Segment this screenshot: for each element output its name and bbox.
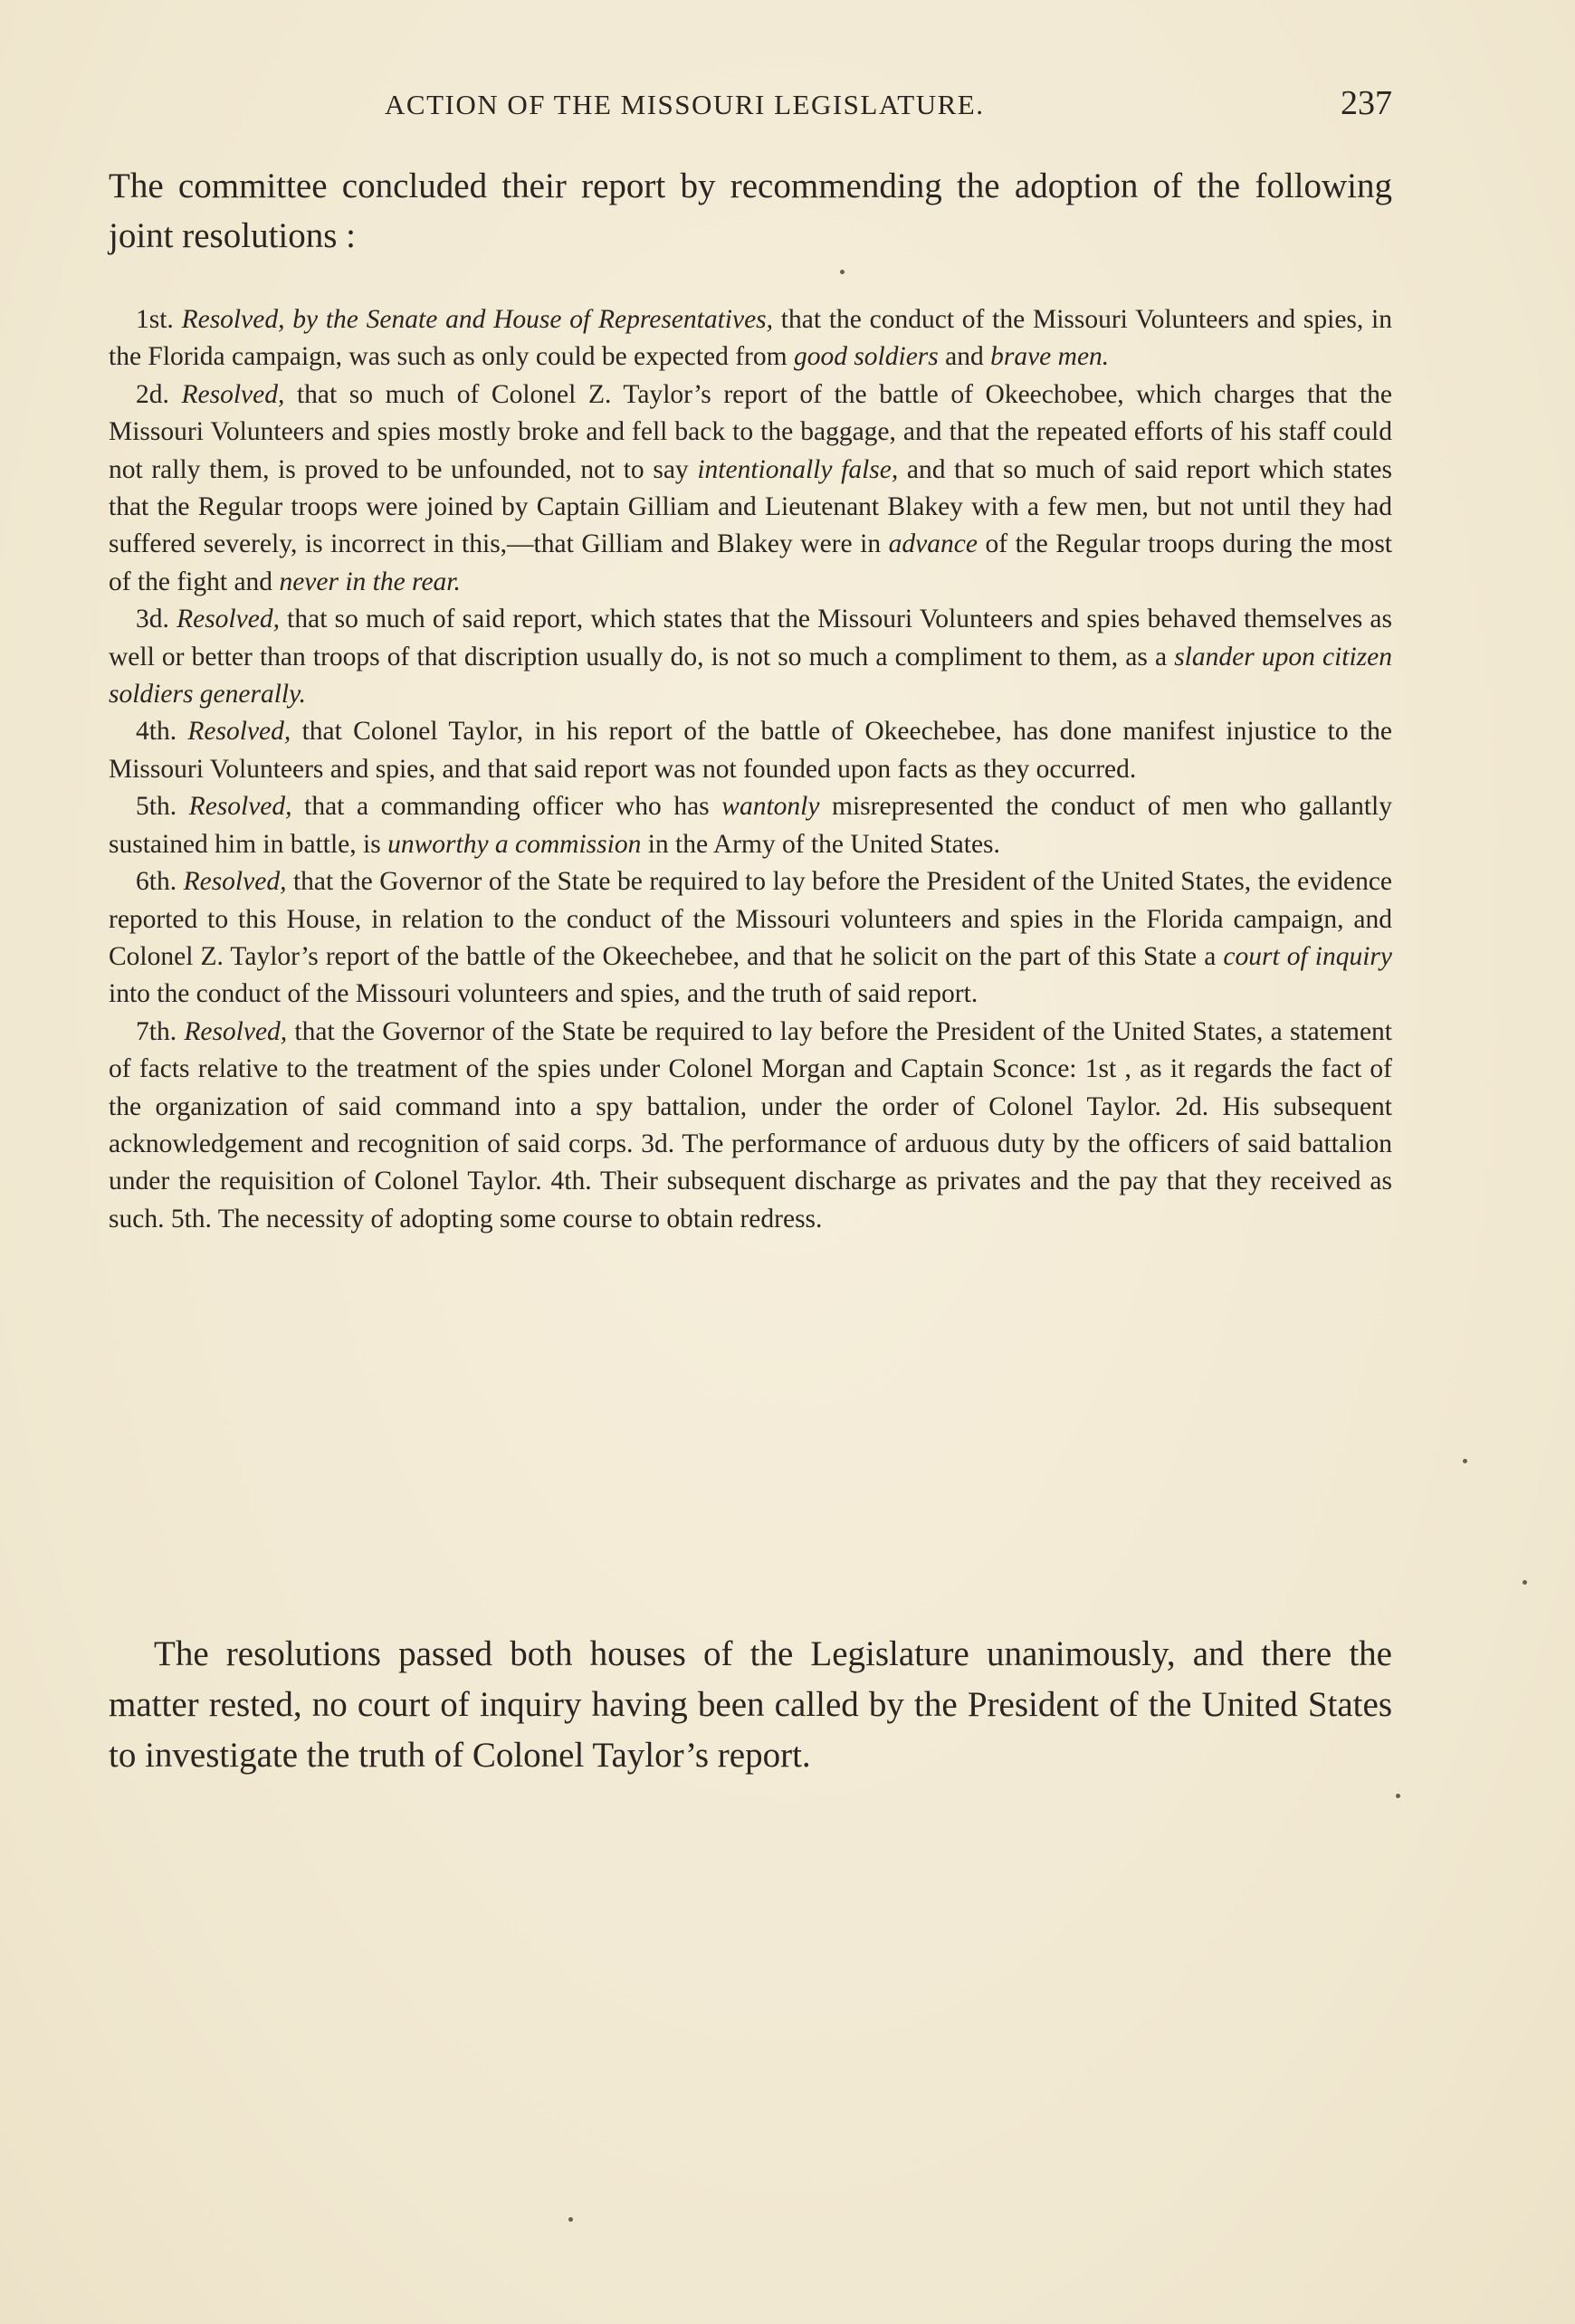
resolution-7 (109, 1014, 1392, 1238)
intro-paragraph: The committee concluded their report by recommending the adoption of the following joint resolutions : (109, 167, 1392, 255)
resolution-1 (109, 301, 1392, 376)
resolution-text: and that so much of said report which states that the Regular troops were joined by Captain Gilliam and Lieutenant Blakey with a few men, but not until they had suffered severely, is incorrect in this,—that Gilliam and Blakey were in (109, 454, 1392, 559)
paper-speck (1463, 1459, 1467, 1463)
resolution-text: that a commanding officer who has (291, 792, 722, 822)
resolutions-list (109, 301, 1392, 1238)
resolution-text: in the Army of the United States. (641, 829, 1000, 859)
paper-speck (840, 270, 845, 274)
resolution-2 (109, 376, 1392, 601)
resolution-number: 7th. (136, 1016, 185, 1046)
italic-text: wantonly (721, 792, 820, 822)
paper-speck (1522, 1580, 1527, 1585)
italic-text: Resolved, (184, 1016, 288, 1046)
italic-text: Resolved, (187, 717, 291, 747)
page-header (109, 83, 1392, 129)
paper-speck (1396, 1794, 1400, 1798)
resolution-text: that so much of said report, which states that the Missouri Volunteers and spies behaved themselves as well or better than troops of that discription usually do, is not so much a compliment to them, as a (109, 605, 1392, 671)
italic-text: Resolved, (181, 379, 285, 409)
resolution-6 (109, 863, 1392, 1014)
italic-text: advance (888, 529, 978, 559)
resolution-3 (109, 601, 1392, 713)
resolution-text: and (938, 342, 991, 372)
paper-speck (568, 2217, 573, 2222)
resolution-text: that so much of Colonel Z. Taylor’s report of the battle of Okeechobee, which charges that the Missouri Volunteers and spies mostly broke and fell back to the baggage, and that the repeated efforts of his staff could not rally them, is proved to be unfounded, not to say (109, 379, 1392, 484)
resolution-4 (109, 713, 1392, 788)
italic-text: Resolved, (188, 792, 292, 822)
resolution-number: 6th. (136, 867, 184, 897)
italic-text: intentionally false, (697, 454, 899, 484)
resolution-number: 3d. (136, 605, 177, 634)
italic-text: never in the rear. (279, 567, 461, 596)
resolution-5 (109, 788, 1392, 863)
conclusion-paragraph: The resolutions passed both houses of the Legislature unanimously, and there the matter rested, no court of inquiry having been called by the President of the United States to investigate the truth of Colonel Taylor’s report. (109, 1634, 1392, 1775)
italic-text: Resolved, (183, 867, 287, 897)
italic-text: unworthy a commission (387, 829, 642, 859)
resolution-number: 4th. (136, 717, 188, 747)
italic-text: Resolved, by the Senate and House of Representatives, (181, 305, 774, 334)
italic-text: court of inquiry (1223, 941, 1392, 971)
italic-text: brave men. (990, 342, 1110, 372)
resolution-number: 1st. (136, 305, 182, 334)
resolution-text: that Colonel Taylor, in his report of the battle of Okeechebee, has done manifest injustice to the Missouri Volunteers and spies, and that said report was not founded upon facts as they occurred. (109, 717, 1392, 784)
running-head: ACTION OF THE MISSOURI LEGISLATURE. (385, 89, 985, 120)
resolution-number: 2d. (136, 379, 182, 409)
page-number: 237 (1341, 84, 1392, 122)
italic-text: slander upon citizen soldiers generally. (109, 642, 1393, 710)
resolution-text: misrepresented the conduct of men who gallantly sustained him in battle, is (109, 792, 1392, 859)
italic-text: good soldiers (793, 342, 939, 372)
resolution-number: 5th. (136, 792, 189, 822)
resolution-text: of the Regular troops during the most of the fight and (109, 529, 1392, 596)
italic-text: Resolved, (177, 605, 280, 634)
resolution-text: that the Governor of the State be required to lay before the President of the United States, a statement of facts relative to the treatment of the spies under Colonel Morgan and Captain Sconce: 1st , as it regards the fact of the organization of said command into a spy battalion, under the order of Colonel Taylor. 2d. His subsequent acknowledgement and recognition of said corps. 3d. The performance of arduous duty by the officers of said battalion under the requisition of Colonel Taylor. 4th. Their subsequent discharge as privates and the pay that they received as such. 5th. The necessity of adopting some course to obtain redress. (109, 1016, 1392, 1233)
resolution-text: into the conduct of the Missouri volunteers and spies, and the truth of said report. (109, 979, 978, 1009)
resolution-text: that the conduct of the Missouri Volunteers and spies, in the Florida campaign, was such as only could be expected from (109, 305, 1392, 372)
resolution-text: that the Governor of the State be required to lay before the President of the United States, the evidence reported to this House, in relation to the conduct of the Missouri volunteers and spies in the Florida campaign, and Colonel Z. Taylor’s report of the battle of the Okeechebee, and that he solicit on the part of this State a (109, 867, 1393, 971)
